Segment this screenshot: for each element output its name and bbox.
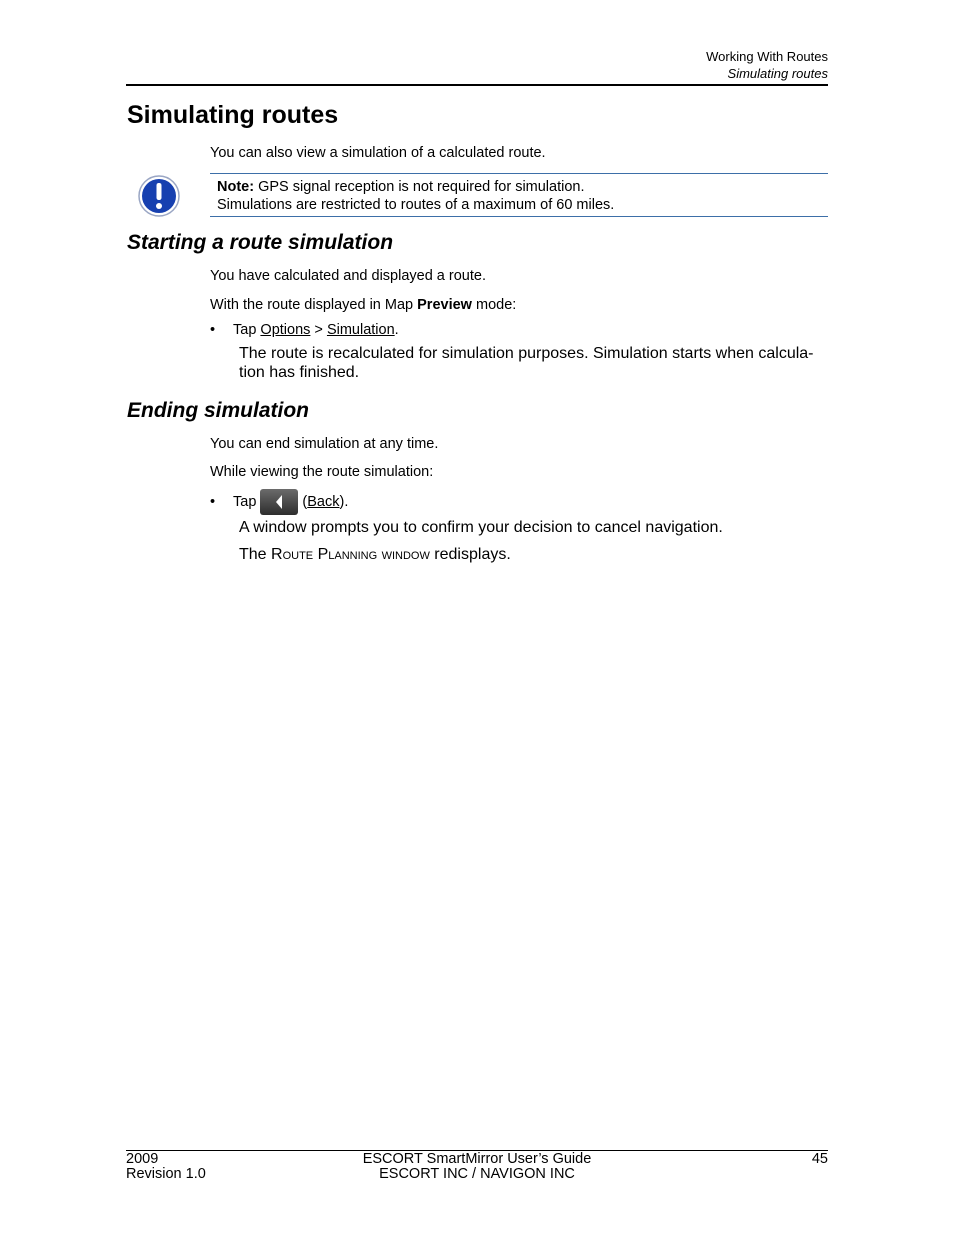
starting-result-line-2: tion has finished. xyxy=(239,364,360,381)
ending-result-2 xyxy=(239,546,511,564)
footer-left xyxy=(126,1152,206,1182)
page-title: Simulating routes xyxy=(127,101,339,129)
bullet-symbol-2: • xyxy=(210,494,216,510)
note-box xyxy=(210,173,828,217)
footer-center xyxy=(327,1152,627,1182)
route-planning-window-label: Route Planning window xyxy=(271,546,430,563)
result2-pre: The xyxy=(239,546,272,563)
footer-company: ESCORT INC / NAVIGON INC xyxy=(379,1166,575,1182)
result2-post: redisplays. xyxy=(429,546,511,563)
starting-p2 xyxy=(210,297,516,313)
tap-label-2: Tap xyxy=(233,494,257,510)
heading-starting: Starting a route simulation xyxy=(127,231,394,254)
starting-p1: You have calculated and displayed a route. xyxy=(210,268,486,284)
back-arrow-icon xyxy=(260,489,298,515)
bullet-symbol: • xyxy=(210,322,216,338)
running-header xyxy=(706,48,828,82)
starting-p2-pre: With the route displayed in Map xyxy=(210,297,418,313)
footer-year: 2009 xyxy=(126,1151,159,1167)
ending-step xyxy=(233,489,348,515)
heading-ending: Ending simulation xyxy=(127,399,309,422)
starting-result xyxy=(239,344,814,382)
ending-result-1: A window prompts you to confirm your decision to cancel navigation. xyxy=(239,519,723,536)
step-period: . xyxy=(394,322,399,338)
back-paren-open: ( xyxy=(302,494,308,510)
back-button[interactable] xyxy=(260,489,298,515)
note-line-2: Simulations are restricted to routes of a maximum of 60 miles. xyxy=(217,197,615,213)
intro-text: You can also view a simulation of a calculated route. xyxy=(210,145,546,161)
simulation-link[interactable]: Simulation xyxy=(326,322,395,338)
starting-step xyxy=(233,322,399,338)
starting-p2-post: mode: xyxy=(471,297,517,313)
header-section: Simulating routes xyxy=(727,66,828,81)
footer-revision: Revision 1.0 xyxy=(126,1166,206,1182)
info-exclamation-icon xyxy=(138,175,180,222)
options-link[interactable]: Options xyxy=(260,322,311,338)
preview-mode-label: Preview xyxy=(417,297,472,313)
page-number: 45 xyxy=(811,1151,828,1167)
footer-guide: ESCORT SmartMirror User’s Guide xyxy=(362,1151,592,1167)
ending-p2: While viewing the route simulation: xyxy=(210,464,434,480)
ending-p1: You can end simulation at any time. xyxy=(210,436,439,452)
note-text-1: GPS signal reception is not required for simulation. xyxy=(254,179,585,195)
header-chapter: Working With Routes xyxy=(706,49,828,64)
note-line-1 xyxy=(217,178,614,196)
back-link[interactable]: Back xyxy=(307,494,340,510)
note-label: Note: xyxy=(217,179,255,195)
menu-separator: > xyxy=(310,322,327,338)
header-rule xyxy=(126,84,828,86)
back-paren-close: ). xyxy=(339,494,349,510)
tap-label: Tap xyxy=(233,322,261,338)
starting-result-line-1: The route is recalculated for simulation purposes. Simulation starts when calcula- xyxy=(239,345,814,362)
